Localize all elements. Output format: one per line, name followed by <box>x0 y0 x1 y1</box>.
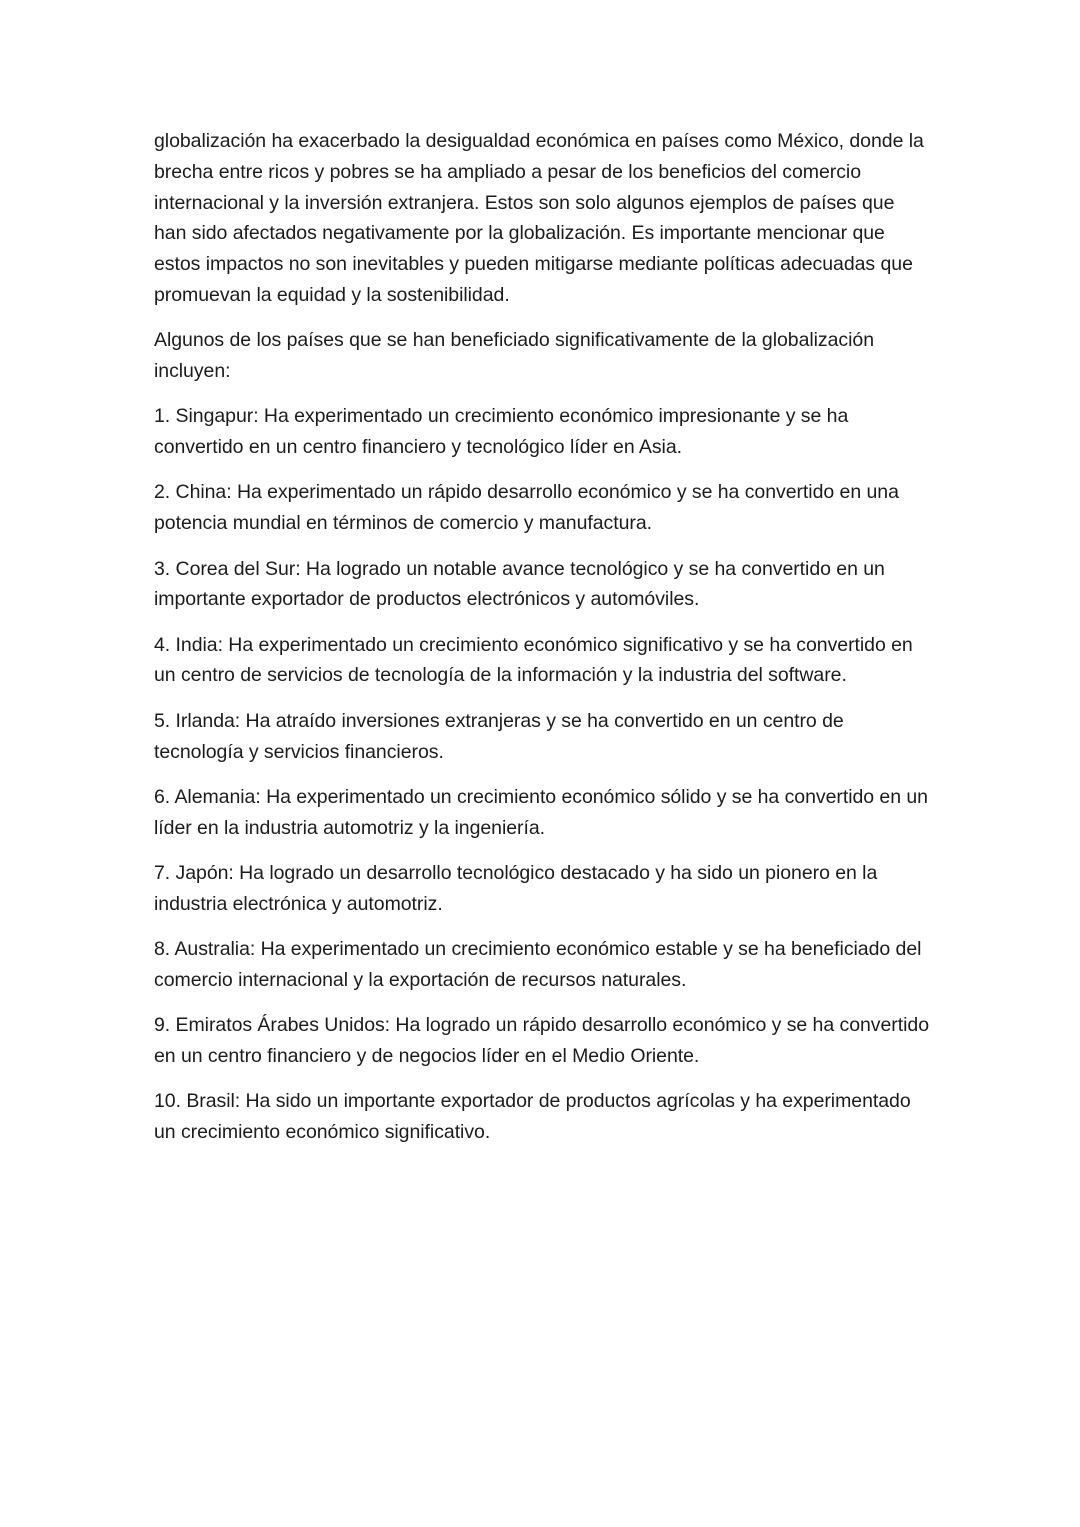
list-item: 3. Corea del Sur: Ha logrado un notable avance tecnológico y se ha convertido en un importante exportador de productos electrónicos y automóviles. <box>154 557 885 611</box>
list-item: 9. Emiratos Árabes Unidos: Ha logrado un rápido desarrollo económico y se ha convertido en un centro financiero y de negocios líder en el Medio Oriente. <box>154 1014 929 1067</box>
document-body <box>154 126 929 1162</box>
list-lead-paragraph: Algunos de los países que se han beneficiado significativamente de la globalización incluyen: <box>154 329 874 383</box>
list-item: 2. China: Ha experimentado un rápido desarrollo económico y se ha convertido en una potencia mundial en términos de comercio y manufactura. <box>154 481 899 535</box>
list-item: 6. Alemania: Ha experimentado un crecimiento económico sólido y se ha convertido en un líder en la industria automotriz y la ingeniería. <box>154 785 928 839</box>
list-item: 10. Brasil: Ha sido un importante exportador de productos agrícolas y ha experimentado un crecimiento económico significativo. <box>154 1090 911 1144</box>
list-item: 4. India: Ha experimentado un crecimiento económico significativo y se ha convertido en un centro de servicios de tecnología de la información y la industria del software. <box>154 633 913 687</box>
list-item: 8. Australia: Ha experimentado un crecimiento económico estable y se ha beneficiado del comercio internacional y la exportación de recursos naturales. <box>154 938 922 991</box>
list-item: 5. Irlanda: Ha atraído inversiones extranjeras y se ha convertido en un centro de tecnología y servicios financieros. <box>154 709 844 763</box>
list-item: 1. Singapur: Ha experimentado un crecimiento económico impresionante y se ha convertido en un centro financiero y tecnológico líder en Asia. <box>154 405 849 459</box>
intro-paragraph: globalización ha exacerbado la desigualdad económica en países como México, donde la brecha entre ricos y pobres se ha ampliado a pesar de los beneficios del comercio internacional y la inversión extranjera. Estos son solo algunos ejemplos de países que han sido afectados negativamente por la globalización. Es importante mencionar que estos impactos no son inevitables y pueden mitigarse mediante políticas adecuadas que promuevan la equidad y la sostenibilidad. <box>154 130 924 306</box>
list-item: 7. Japón: Ha logrado un desarrollo tecnológico destacado y ha sido un pionero en la industria electrónica y automotriz. <box>154 861 878 915</box>
